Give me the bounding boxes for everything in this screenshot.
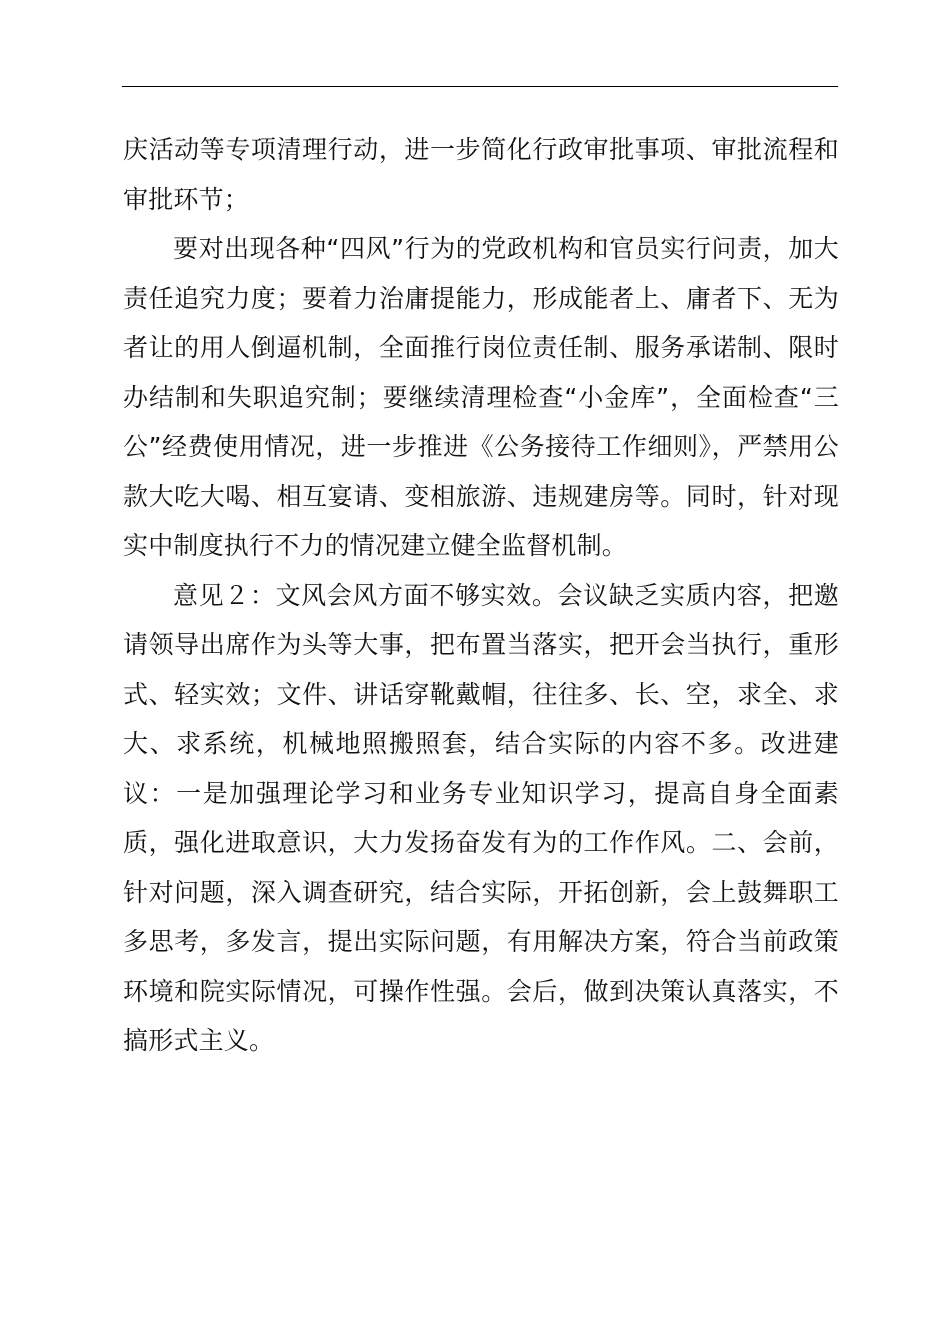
header-rule bbox=[122, 86, 838, 87]
document-body bbox=[123, 125, 839, 1066]
paragraph-opinion-2: 意见２：文风会风方面不够实效。会议缺乏实质内容，把邀请领导出席作为头等大事，把布置当落实，把开会当执行，重形式、轻实效；文件、讲话穿靴戴帽，往往多、长、空，求全、求大、求系统，机械地照搬照套，结合实际的内容不多。改进建议：一是加强理论学习和业务专业知识学习，提高自身全面素质，强化进取意识，大力发扬奋发有为的工作作风。二、会前，针对问题，深入调查研究，结合实际，开拓创新，会上鼓舞职工多思考，多发言，提出实际问题，有用解决方案，符合当前政策环境和院实际情况，可操作性强。会后，做到决策认真落实，不搞形式主义。 bbox=[123, 580, 839, 1055]
paragraph-accountability: 要对出现各种“四风”行为的党政机构和官员实行问责，加大责任追究力度；要着力治庸提能力，形成能者上、庸者下、无为者让的用人倒逼机制，全面推行岗位责任制、服务承诺制、限时办结制和失职追究制；要继续清理检查“小金库”，全面检查“三公”经费使用情况，进一步推进《公务接待工作细则》，严禁用公款大吃大喝、相互宴请、变相旅游、违规建房等。同时，针对现实中制度执行不力的情况建立健全监督机制。 bbox=[123, 234, 839, 560]
paragraph-continuation: 庆活动等专项清理行动，进一步简化行政审批事项、审批流程和审批环节； bbox=[123, 135, 839, 214]
